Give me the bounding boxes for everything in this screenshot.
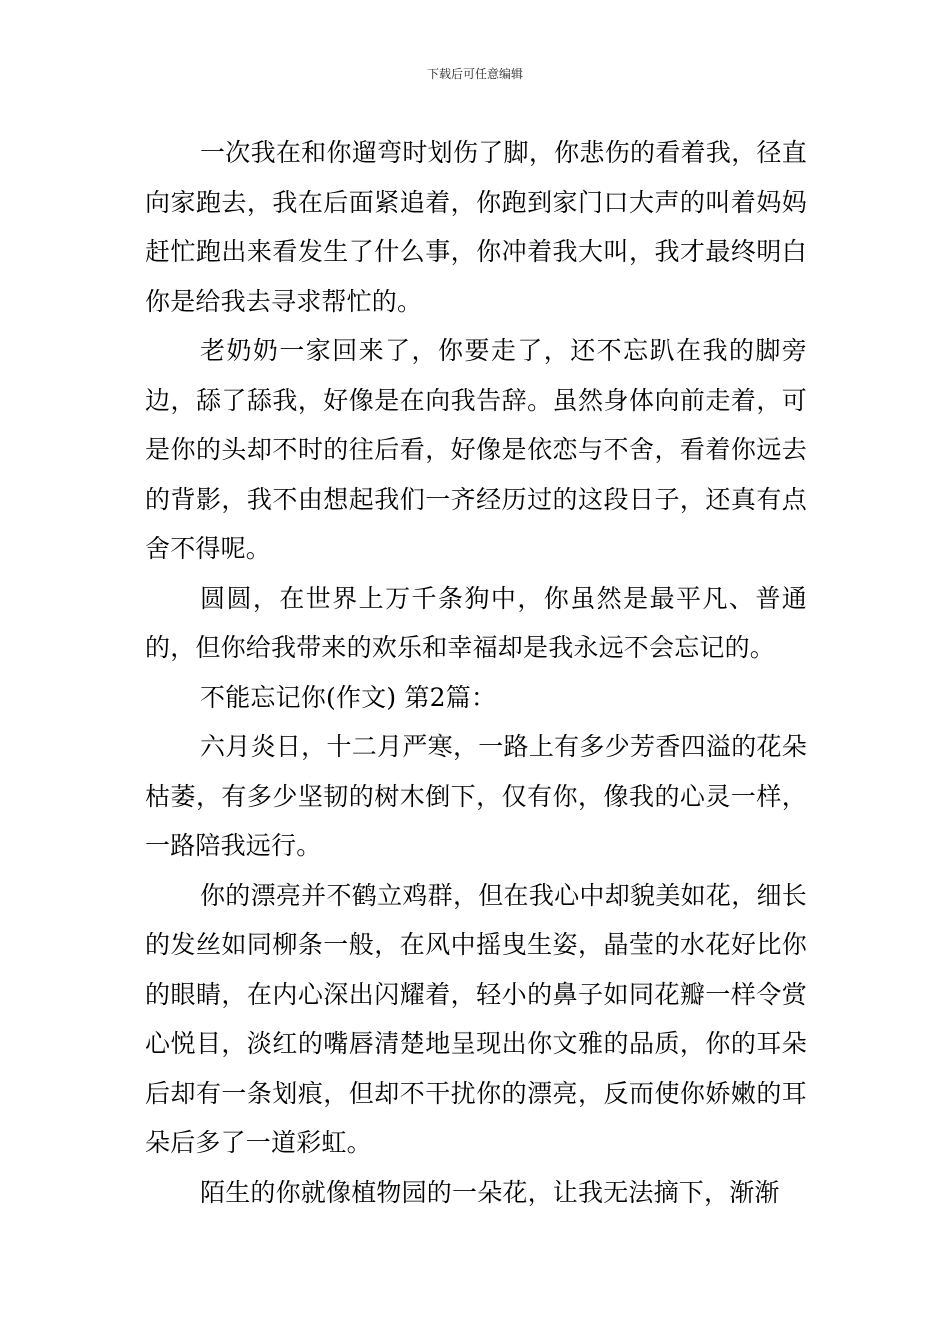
- paragraph-3: 圆圆，在世界上万千条狗中，你虽然是最平凡、普通的，但你给我带来的欢乐和幸福却是我永远不会忘记的。: [145, 583, 807, 662]
- document-body: [145, 128, 807, 1217]
- paragraph-6: 陌生的你就像植物园的一朵花，让我无法摘下，渐渐: [200, 1177, 780, 1207]
- paragraph-4: 六月炎日，十二月严寒，一路上有多少芳香四溢的花朵枯萎，有多少坚韧的树木倒下，仅有你，像我的心灵一样，一路陪我远行。: [145, 732, 807, 860]
- paragraph-5: 你的漂亮并不鹤立鸡群，但在我心中却貌美如花，细长的发丝如同柳条一般，在风中摇曳生姿，晶莹的水花好比你的眼睛，在内心深出闪耀着，轻小的鼻子如同花瓣一样令赏心悦目，淡红的嘴唇清楚地呈现出你文雅的品质，你的耳朵后却有一条划痕，但却不干扰你的漂亮，反而使你娇嫩的耳朵后多了一道彩虹。: [145, 880, 807, 1157]
- paragraph-1: 一次我在和你遛弯时划伤了脚，你悲伤的看着我，径直向家跑去，我在后面紧追着，你跑到家门口大声的叫着妈妈赶忙跑出来看发生了什么事，你冲着我大叫，我才最终明白你是给我去寻求帮忙的。: [145, 138, 807, 316]
- page-header: 下载后可任意编辑: [426, 67, 523, 81]
- section-heading: 不能忘记你(作文) 第2篇：: [200, 682, 497, 712]
- paragraph-2: 老奶奶一家回来了，你要走了，还不忘趴在我的脚旁边，舔了舔我，好像是在向我告辞。虽然身体向前走着，可是你的头却不时的往后看，好像是依恋与不舍，看着你远去的背影，我不由想起我们一齐经历过的这段日子，还真有点舍不得呢。: [145, 336, 807, 563]
